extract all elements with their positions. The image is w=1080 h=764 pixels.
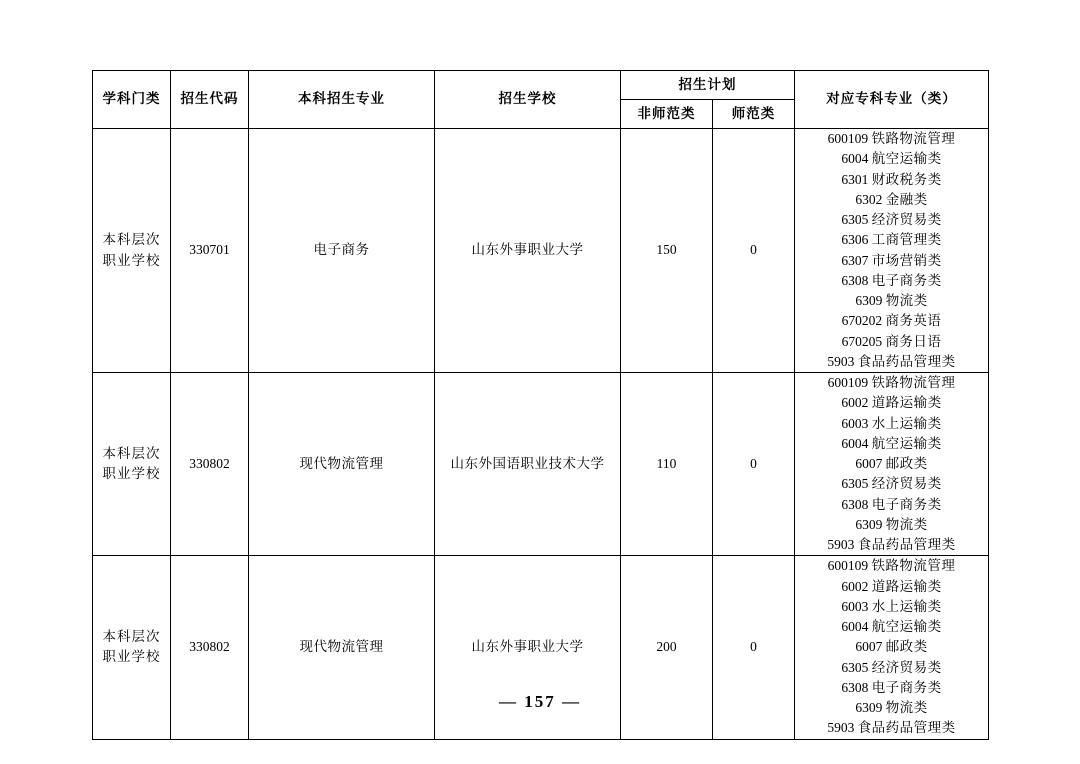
cell-school: 山东外事职业大学	[435, 129, 621, 373]
cell-non-normal: 110	[621, 373, 713, 556]
reference-item: 6004 航空运输类	[841, 435, 942, 451]
cell-reference	[795, 373, 989, 556]
header-code: 招生代码	[171, 71, 249, 129]
category-line-1: 本科层次	[102, 445, 161, 461]
cell-normal: 0	[713, 129, 795, 373]
reference-item: 6002 道路运输类	[841, 578, 942, 594]
enrollment-plan-table	[92, 70, 989, 740]
reference-item: 6309 物流类	[855, 293, 928, 308]
reference-item: 670205 商务日语	[841, 333, 942, 349]
reference-item: 6003 水上运输类	[841, 598, 942, 614]
reference-item: 6307 市场营销类	[841, 252, 942, 268]
reference-item: 600109 铁路物流管理	[827, 131, 956, 146]
category-line-2: 职业学校	[102, 649, 161, 665]
table-row	[93, 129, 989, 373]
reference-item: 6308 电子商务类	[841, 679, 942, 695]
reference-item: 6003 水上运输类	[841, 415, 942, 431]
cell-school: 山东外事职业大学	[435, 556, 621, 739]
reference-item: 600109 铁路物流管理	[827, 375, 956, 390]
cell-non-normal: 150	[621, 129, 713, 373]
cell-school: 山东外国语职业技术大学	[435, 373, 621, 556]
reference-item: 6306 工商管理类	[841, 232, 942, 248]
header-reference: 对应专科专业（类）	[795, 71, 989, 129]
header-normal: 师范类	[713, 100, 795, 129]
reference-item: 6302 金融类	[855, 191, 928, 207]
category-line-1: 本科层次	[102, 629, 161, 645]
category-line-2: 职业学校	[102, 252, 161, 268]
reference-item: 6002 道路运输类	[841, 395, 942, 411]
cell-code: 330802	[171, 373, 249, 556]
reference-item: 600109 铁路物流管理	[827, 558, 956, 574]
cell-reference	[795, 129, 989, 373]
header-non-normal: 非师范类	[621, 100, 713, 129]
reference-item: 6308 电子商务类	[841, 496, 942, 512]
reference-item: 6309 物流类	[855, 516, 928, 532]
reference-item: 5903 食品药品管理类	[827, 720, 956, 736]
reference-item: 5903 食品药品管理类	[827, 353, 956, 369]
cell-normal: 0	[713, 556, 795, 739]
cell-major: 现代物流管理	[249, 556, 435, 739]
header-plan-group: 招生计划	[621, 71, 795, 100]
reference-item: 6007 邮政类	[855, 456, 928, 471]
reference-item: 6004 航空运输类	[841, 151, 942, 167]
cell-code: 330701	[171, 129, 249, 373]
cell-normal: 0	[713, 373, 795, 556]
cell-code: 330802	[171, 556, 249, 739]
header-school: 招生学校	[435, 71, 621, 129]
reference-item: 6305 经济贸易类	[841, 476, 942, 492]
category-line-1: 本科层次	[102, 232, 161, 248]
category-line-2: 职业学校	[102, 466, 161, 482]
cell-category	[93, 129, 171, 373]
reference-item: 6309 物流类	[855, 700, 928, 715]
table-row	[93, 373, 989, 556]
table-body	[93, 129, 989, 740]
reference-item: 6301 财政税务类	[841, 171, 942, 187]
reference-item: 670202 商务英语	[841, 313, 942, 329]
cell-major: 电子商务	[249, 129, 435, 373]
reference-item: 6305 经济贸易类	[841, 659, 942, 675]
table-header	[93, 71, 989, 129]
cell-major: 现代物流管理	[249, 373, 435, 556]
page-number: — 157 —	[499, 692, 581, 711]
cell-non-normal: 200	[621, 556, 713, 739]
reference-item: 6305 经济贸易类	[841, 212, 942, 227]
header-category: 学科门类	[93, 71, 171, 129]
reference-item: 6308 电子商务类	[841, 272, 942, 288]
reference-item: 5903 食品药品管理类	[827, 537, 956, 552]
reference-item: 6004 航空运输类	[841, 619, 942, 634]
reference-item: 6007 邮政类	[855, 639, 928, 655]
header-major: 本科招生专业	[249, 71, 435, 129]
cell-category	[93, 373, 171, 556]
